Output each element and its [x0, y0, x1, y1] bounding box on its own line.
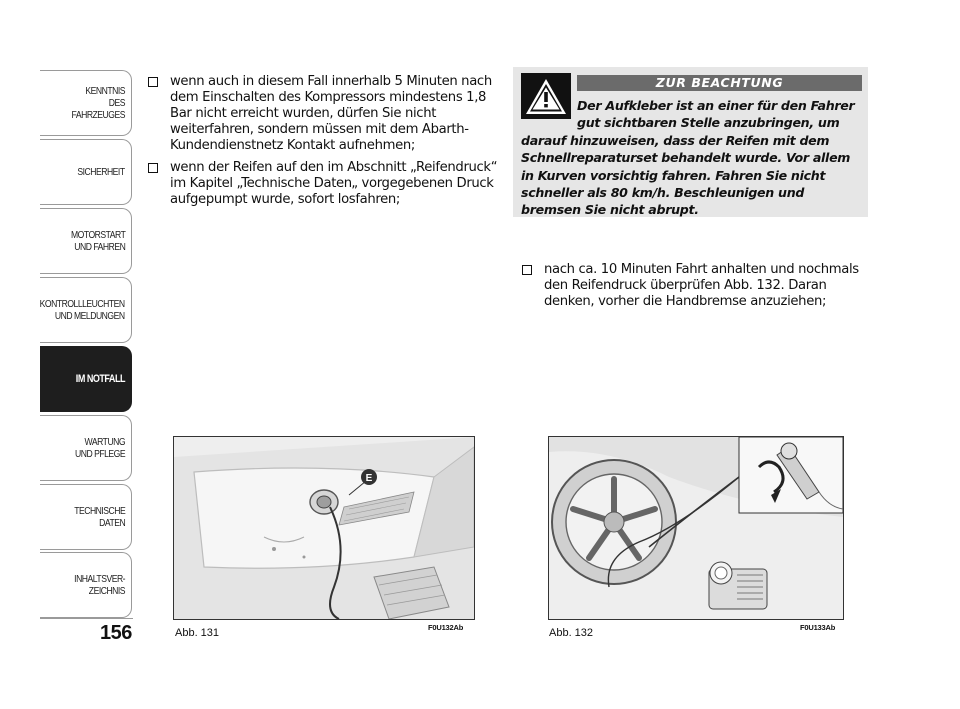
tab-wartung-und-pflege[interactable]: [40, 415, 132, 481]
warning-text: [521, 97, 863, 219]
checkbox-bullet-icon: [148, 77, 158, 87]
warning-title: ZUR BEACHTUNG: [577, 75, 862, 91]
figure-131-caption: Abb. 131: [175, 627, 220, 639]
tab-label: IM NOTFALL: [75, 373, 125, 385]
list-item-text: wenn auch in diesem Fall innerhalb 5 Minuten nach dem Einschalten des Kompressors mindestens 1,8 Bar nicht erreicht wurden, dürfen Sie nicht weiterfahren, sondern müssen mit dem Abarth-Kundendienstnetz Kontakt aufnehmen;: [170, 74, 492, 153]
tab-label: TECHNISCHE DATEN: [73, 505, 125, 529]
tab-kontrollleuchten-und-meldungen[interactable]: [40, 277, 132, 343]
bullet-list-left: [146, 74, 501, 214]
figure-132-illustration: [548, 436, 844, 620]
tyre-pressure-check-drawing: [549, 437, 843, 619]
figure-132-caption: Abb. 132: [549, 627, 594, 639]
tab-im-notfall[interactable]: [40, 346, 132, 412]
checkbox-bullet-icon: [148, 163, 158, 173]
tab-sicherheit[interactable]: [40, 139, 132, 205]
warning-box: [513, 67, 868, 217]
figure-marker-label: E: [365, 473, 373, 484]
tabs-bottom-rule: [40, 618, 133, 619]
figure-131-illustration: [173, 436, 475, 620]
tab-label: SICHERHEIT: [77, 166, 125, 178]
tab-motorstart-und-fahren[interactable]: [40, 208, 132, 274]
tab-inhaltsverzeichnis[interactable]: [40, 552, 132, 618]
tab-label: KONTROLLLEUCHTEN UND MELDUNGEN: [40, 298, 125, 322]
figure-132-code: F0U133Ab: [800, 623, 836, 632]
tab-label: WARTUNG UND PFLEGE: [74, 436, 125, 460]
bullet-list-right: [520, 262, 865, 316]
list-item: [520, 262, 865, 310]
warning-text-rest: darauf hinzuweisen, dass der Reifen mit dem Schnellreparaturset behandelt wurde. Vor allem in Kurven vorsichtig fahren. Fahren Sie nicht schneller als 80 km/h. Beschleunigen und bremsen Sie nicht abrupt.: [521, 132, 851, 218]
tab-technische-daten[interactable]: [40, 484, 132, 550]
figure-131-code: F0U132Ab: [428, 623, 464, 632]
list-item-text: wenn der Reifen auf den im Abschnitt „Reifendruck“ im Kapitel „Technische Daten„ vorgegebenen Druck aufgepumpt wurde, sofort losfahren;: [170, 160, 498, 207]
list-item-text: nach ca. 10 Minuten Fahrt anhalten und nochmals den Reifendruck überprüfen Abb. 132. Daran denken, vorher die Handbremse anzuziehen;: [544, 262, 859, 309]
tab-label: KENNTNIS DES FAHRZEUGES: [71, 85, 125, 121]
warning-text-first: Der Aufkleber ist an einer für den Fahrer gut sichtbaren Stelle anzubringen, um: [577, 98, 855, 131]
tab-label: INHALTSVER- ZEICHNIS: [74, 573, 125, 597]
tab-label: MOTORSTART UND FAHREN: [70, 229, 125, 253]
list-item: [146, 160, 501, 208]
checkbox-bullet-icon: [522, 265, 532, 275]
page-number: 156: [100, 622, 132, 644]
list-item: [146, 74, 501, 154]
tab-kenntnis-des-fahrzeuges[interactable]: [40, 70, 132, 136]
sticker-placement-drawing: [174, 437, 474, 619]
